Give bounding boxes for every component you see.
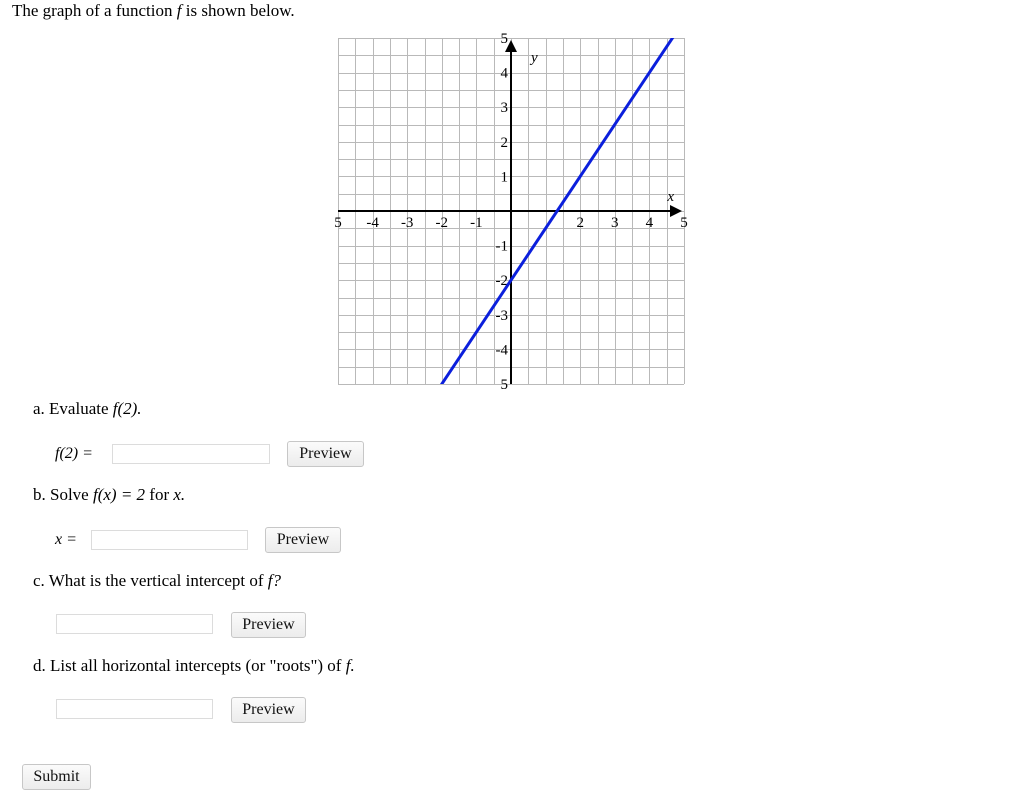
question-b-var: x. xyxy=(173,485,186,504)
intro-prefix: The graph of a function xyxy=(12,1,173,20)
y-tick-label: -2 xyxy=(495,273,508,290)
answer-b-input[interactable] xyxy=(91,530,248,550)
x-tick-label: -1 xyxy=(470,215,483,231)
question-a-text xyxy=(33,399,142,419)
question-c-prefix: c. What is the vertical intercept of xyxy=(33,571,264,590)
y-tick-label: -3 xyxy=(495,307,508,324)
x-tick-label: -2 xyxy=(435,215,449,231)
answer-c-input[interactable] xyxy=(56,614,213,634)
question-b-mid: for xyxy=(149,485,170,504)
x-tick-label: 2 xyxy=(576,215,584,231)
y-tick-label: 4 xyxy=(500,65,508,82)
question-b-text xyxy=(33,485,185,505)
y-tick-label: 3 xyxy=(500,100,508,117)
function-graph xyxy=(334,31,688,393)
question-c-var: f? xyxy=(267,571,281,590)
y-tick-label: -4 xyxy=(495,342,508,359)
y-tick-label: -1 xyxy=(495,238,508,255)
question-a-lhs: f(2) = xyxy=(55,445,93,462)
x-tick-label: 5 xyxy=(680,215,688,231)
problem-intro xyxy=(12,1,295,21)
y-tick-label: 2 xyxy=(500,134,508,151)
question-b-prefix: b. Solve xyxy=(33,485,89,504)
x-tick-label: 4 xyxy=(645,215,654,231)
y-axis-label: y xyxy=(531,50,538,66)
submit-button[interactable]: Submit xyxy=(22,764,91,790)
x-axis-label: x xyxy=(667,189,674,205)
question-a-expr: f(2). xyxy=(112,399,142,418)
question-d-prefix: d. List all horizontal intercepts (or "roots") of xyxy=(33,656,342,675)
preview-c-button[interactable]: Preview xyxy=(231,612,306,638)
intro-function-var: f xyxy=(176,1,182,20)
y-tick-label: 5 xyxy=(500,31,508,47)
question-a-prefix: a. Evaluate xyxy=(33,399,109,418)
answer-a-input[interactable] xyxy=(112,444,270,464)
question-b-lhs: x = xyxy=(55,531,77,548)
question-c-text xyxy=(33,571,281,591)
question-d-var: f. xyxy=(345,656,355,675)
preview-a-button[interactable]: Preview xyxy=(287,441,364,467)
x-tick-label: 3 xyxy=(611,215,619,231)
x-tick-label: 5 xyxy=(334,215,342,231)
answer-d-input[interactable] xyxy=(56,699,213,719)
x-tick-label: -4 xyxy=(366,215,379,231)
question-d-text xyxy=(33,656,355,676)
intro-suffix: is shown below. xyxy=(185,1,295,20)
x-tick-label: -3 xyxy=(400,215,414,231)
y-tick-label: 5 xyxy=(500,377,508,393)
preview-d-button[interactable]: Preview xyxy=(231,697,306,723)
preview-b-button[interactable]: Preview xyxy=(265,527,341,553)
question-b-expr: f(x) = 2 xyxy=(92,485,146,504)
y-tick-label: 1 xyxy=(500,169,508,186)
